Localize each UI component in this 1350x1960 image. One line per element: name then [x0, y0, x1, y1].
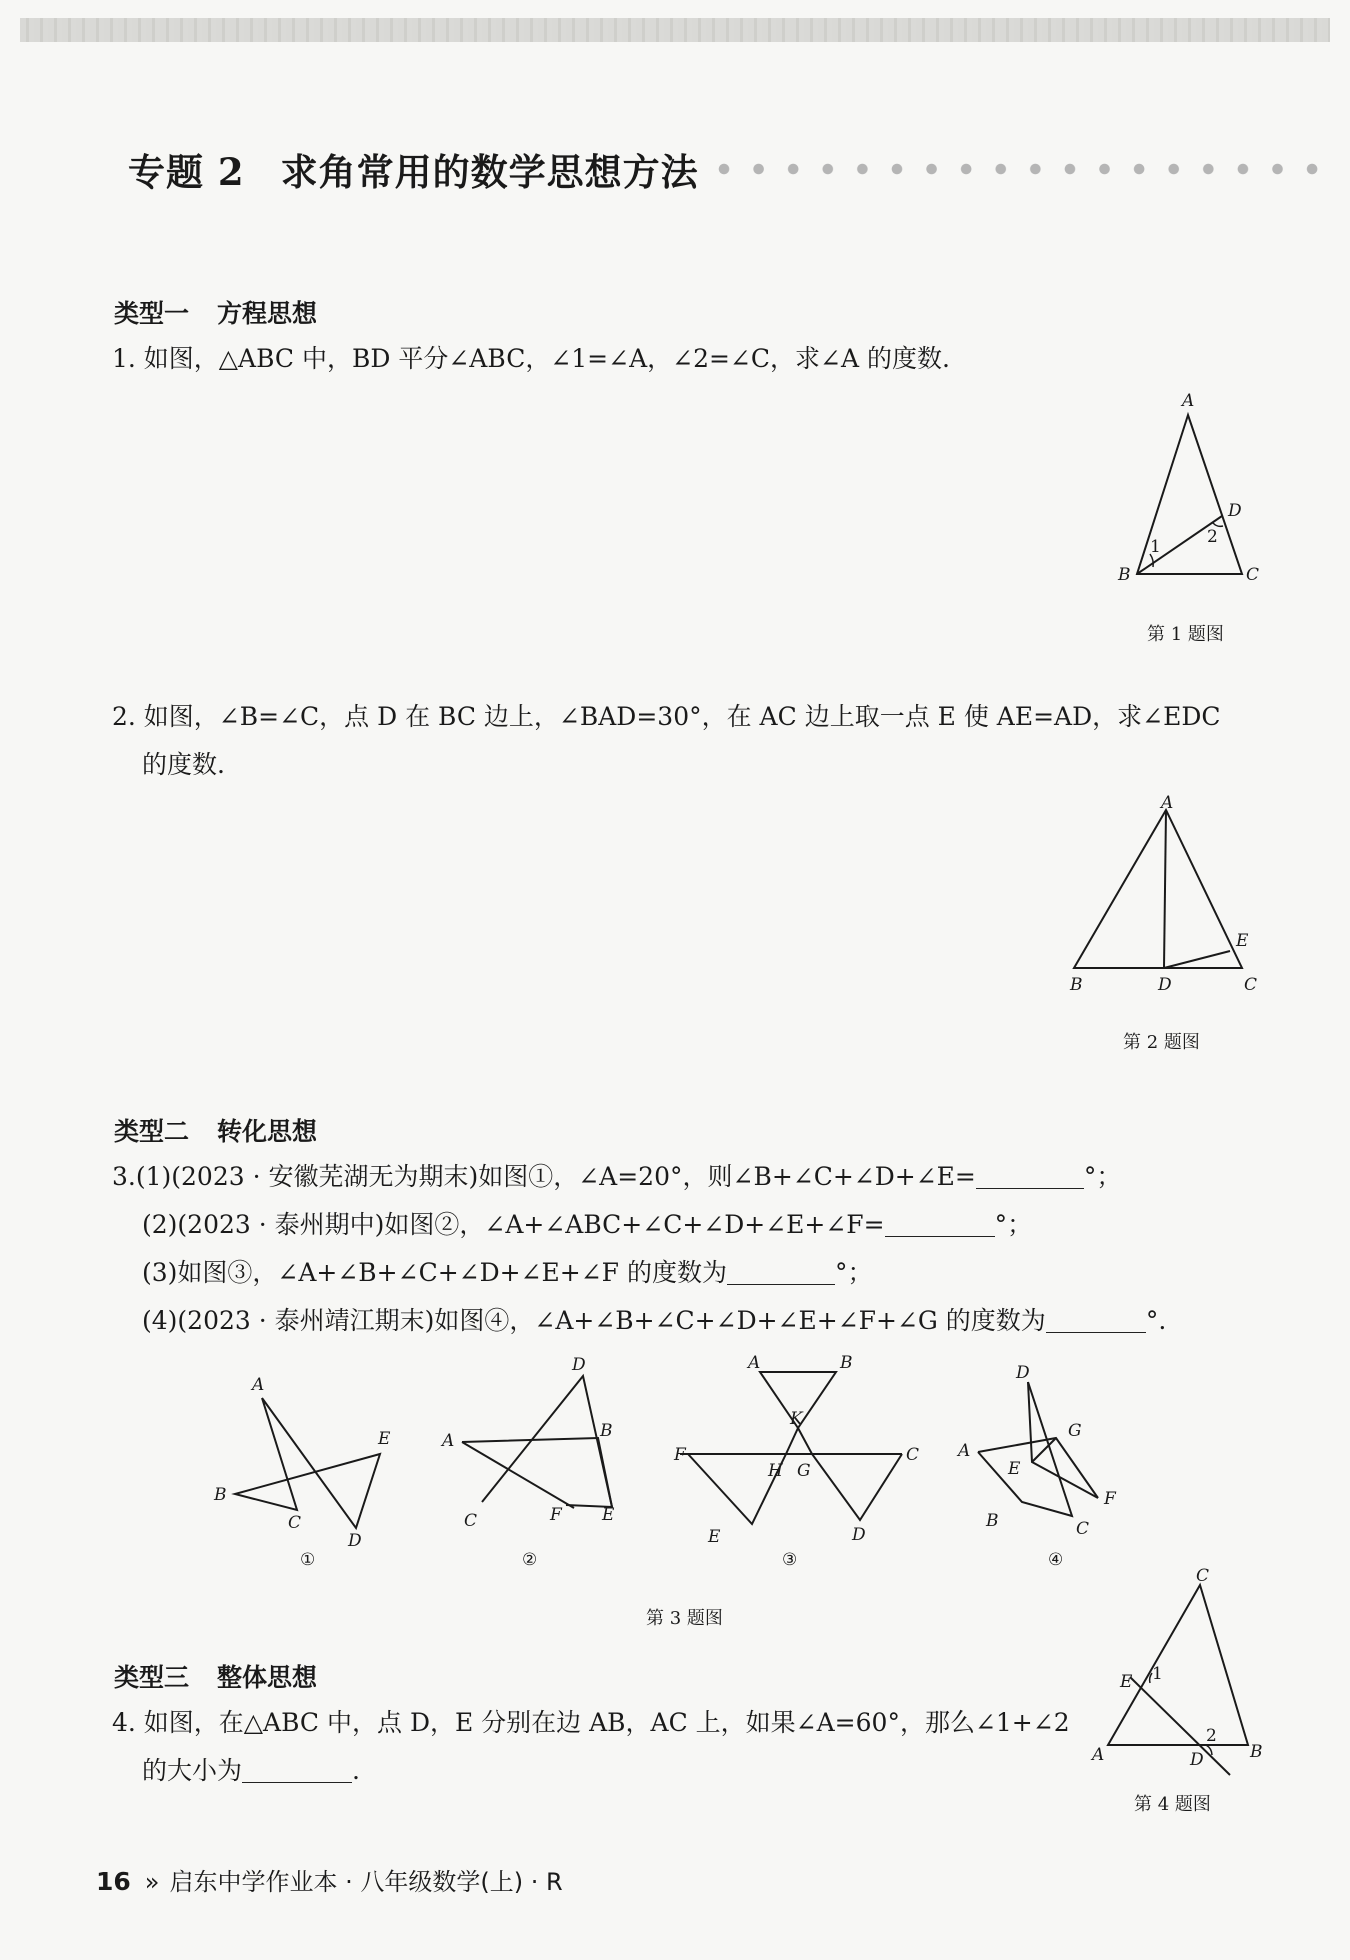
label-d: D: [572, 1355, 586, 1375]
section-label: 类型一: [114, 299, 190, 328]
question-3-part-1: [112, 1154, 1121, 1200]
label-g: G: [797, 1461, 811, 1481]
label-a: A: [252, 1375, 265, 1395]
label-a: A: [958, 1441, 971, 1461]
figure-q3-4: [956, 1363, 1117, 1570]
label-c: C: [1244, 975, 1258, 995]
q3-part-2-unit: °；: [994, 1210, 1033, 1239]
figure-q2: [1058, 790, 1278, 1000]
caption-q3: 第 3 题图: [646, 1608, 723, 1629]
question-2-line-1: 2. 如图，∠B=∠C，点 D 在 BC 边上，∠BAD=30°，在 AC 边上取一点 E 使 AE=AD，求∠EDC: [112, 702, 1221, 731]
label-a: A: [442, 1431, 455, 1451]
segment-ad: [1164, 810, 1166, 968]
fig-label-2: ②: [522, 1550, 538, 1570]
figure-q3-set: [200, 1350, 1116, 1580]
section-label: 类型二: [114, 1117, 190, 1146]
angle-2-arc: [1213, 523, 1223, 526]
page-title: [128, 142, 699, 196]
top-scan-bar: [20, 18, 1330, 42]
fig-label-3: ③: [782, 1550, 798, 1570]
title-dots-decoration: [718, 161, 1328, 181]
label-e: E: [1236, 931, 1249, 951]
figure-q3-1: [213, 1375, 391, 1570]
segment-de: [1164, 951, 1230, 968]
title-text: 求角常用的数学思想方法: [280, 150, 699, 194]
label-a: A: [1161, 793, 1174, 813]
section-name: 转化思想: [217, 1117, 318, 1146]
label-d: D: [852, 1525, 866, 1545]
label-e: E: [708, 1527, 721, 1547]
label-k: K: [790, 1409, 803, 1429]
answer-blank-q4[interactable]: [242, 1756, 352, 1783]
label-h: H: [768, 1461, 783, 1481]
section-label: 类型三: [114, 1663, 190, 1692]
page-footer: [96, 1862, 563, 1897]
answer-blank-2[interactable]: [885, 1210, 995, 1237]
question-1: 1. 如图，△ABC 中，BD 平分∠ABC，∠1=∠A，∠2=∠C，求∠A 的度数.: [112, 344, 950, 373]
figure-q3-2: [440, 1355, 615, 1570]
label-b: B: [600, 1421, 613, 1441]
label-c: C: [288, 1513, 302, 1533]
label-a: A: [1182, 391, 1195, 411]
footer-book-title: 启东中学作业本 · 八年级数学(上) · R: [169, 1868, 563, 1896]
label-d: D: [1228, 501, 1242, 521]
answer-blank-1[interactable]: [976, 1162, 1084, 1189]
label-1: 1: [1152, 1664, 1163, 1684]
q3-part-1-text: 3.(1)(2023 · 安徽芜湖无为期末)如图①，∠A=20°，则∠B+∠C+∠D+∠E=: [112, 1162, 976, 1191]
label-e: E: [378, 1429, 391, 1449]
fig-label-1: ①: [300, 1550, 316, 1570]
answer-blank-4[interactable]: [1046, 1306, 1146, 1333]
section-type-3: [114, 1658, 317, 1694]
label-g: G: [1068, 1421, 1082, 1441]
q3-part-3-unit: °；: [834, 1258, 873, 1287]
label-b: B: [1070, 975, 1083, 995]
label-a: A: [748, 1353, 761, 1373]
label-b: B: [1250, 1742, 1263, 1762]
title-number: 专题 2: [128, 150, 245, 194]
label-2: 2: [1206, 1726, 1217, 1746]
triangle-abc: [1074, 810, 1242, 968]
section-name: 方程思想: [217, 299, 318, 328]
label-e: E: [602, 1505, 615, 1525]
q4-line-2-end: .: [352, 1756, 360, 1785]
label-f: F: [674, 1445, 686, 1465]
section-type-2: [114, 1112, 317, 1148]
label-b: B: [986, 1511, 999, 1531]
question-3-part-2: [142, 1202, 1032, 1248]
figure-q1: [1100, 390, 1270, 590]
q3-part-2-text: (2)(2023 · 泰州期中)如图②，∠A+∠ABC+∠C+∠D+∠E+∠F=: [142, 1210, 885, 1239]
question-2-line-2: 的度数.: [142, 750, 225, 779]
triangle-right: [798, 1428, 902, 1520]
fig-label-4: ④: [1048, 1550, 1064, 1570]
caption-q2: 第 2 题图: [1123, 1032, 1200, 1053]
q3-part-1-unit: °；: [1083, 1162, 1122, 1191]
page-number: 16: [96, 1867, 131, 1896]
section-type-1: [114, 294, 317, 330]
label-d: D: [348, 1531, 362, 1551]
label-f: F: [550, 1505, 562, 1525]
caption-q1: 第 1 题图: [1147, 624, 1224, 645]
figure-q4: [1090, 1565, 1280, 1780]
caption-q4: 第 4 题图: [1134, 1794, 1211, 1815]
label-1: 1: [1150, 537, 1161, 557]
triangle-abc: [1108, 1585, 1248, 1745]
label-c: C: [464, 1511, 478, 1531]
question-3-part-4: [142, 1298, 1166, 1344]
segment-af: [462, 1442, 574, 1508]
polyline-abfe: [462, 1438, 612, 1507]
label-e: E: [1120, 1672, 1133, 1692]
q4-line-2-text: 的大小为: [142, 1756, 243, 1785]
question-4-line-1: 4. 如图，在△ABC 中，点 D，E 分别在边 AB，AC 上，如果∠A=60°，那么∠1+∠2: [112, 1708, 1070, 1737]
footer-arrow-icon: »: [144, 1868, 160, 1896]
label-f: F: [1104, 1489, 1116, 1509]
label-d: D: [1190, 1750, 1204, 1770]
polyline-def: [1028, 1382, 1098, 1498]
answer-blank-3[interactable]: [727, 1258, 835, 1285]
q3-part-3-text: (3)如图③，∠A+∠B+∠C+∠D+∠E+∠F 的度数为: [142, 1258, 727, 1287]
q3-part-4-text: (4)(2023 · 泰州靖江期末)如图④，∠A+∠B+∠C+∠D+∠E+∠F+∠G 的度数为: [142, 1306, 1046, 1335]
question-4-line-2: [142, 1748, 360, 1794]
label-c: C: [906, 1445, 920, 1465]
label-c: C: [1246, 565, 1260, 585]
label-a: A: [1092, 1745, 1105, 1765]
label-e: E: [1008, 1459, 1021, 1479]
label-b: B: [214, 1485, 227, 1505]
figure-q3-3: [673, 1353, 919, 1570]
question-3-part-3: [142, 1250, 873, 1296]
label-c: C: [1076, 1519, 1090, 1539]
label-b: B: [1118, 565, 1131, 585]
label-d: D: [1158, 975, 1172, 995]
section-name: 整体思想: [217, 1663, 318, 1692]
label-c: C: [1196, 1566, 1210, 1586]
label-b: B: [840, 1353, 853, 1373]
label-2: 2: [1207, 527, 1218, 547]
q3-part-4-unit: °.: [1145, 1306, 1167, 1335]
star-pentagon: [235, 1398, 380, 1528]
label-d: D: [1016, 1363, 1030, 1383]
